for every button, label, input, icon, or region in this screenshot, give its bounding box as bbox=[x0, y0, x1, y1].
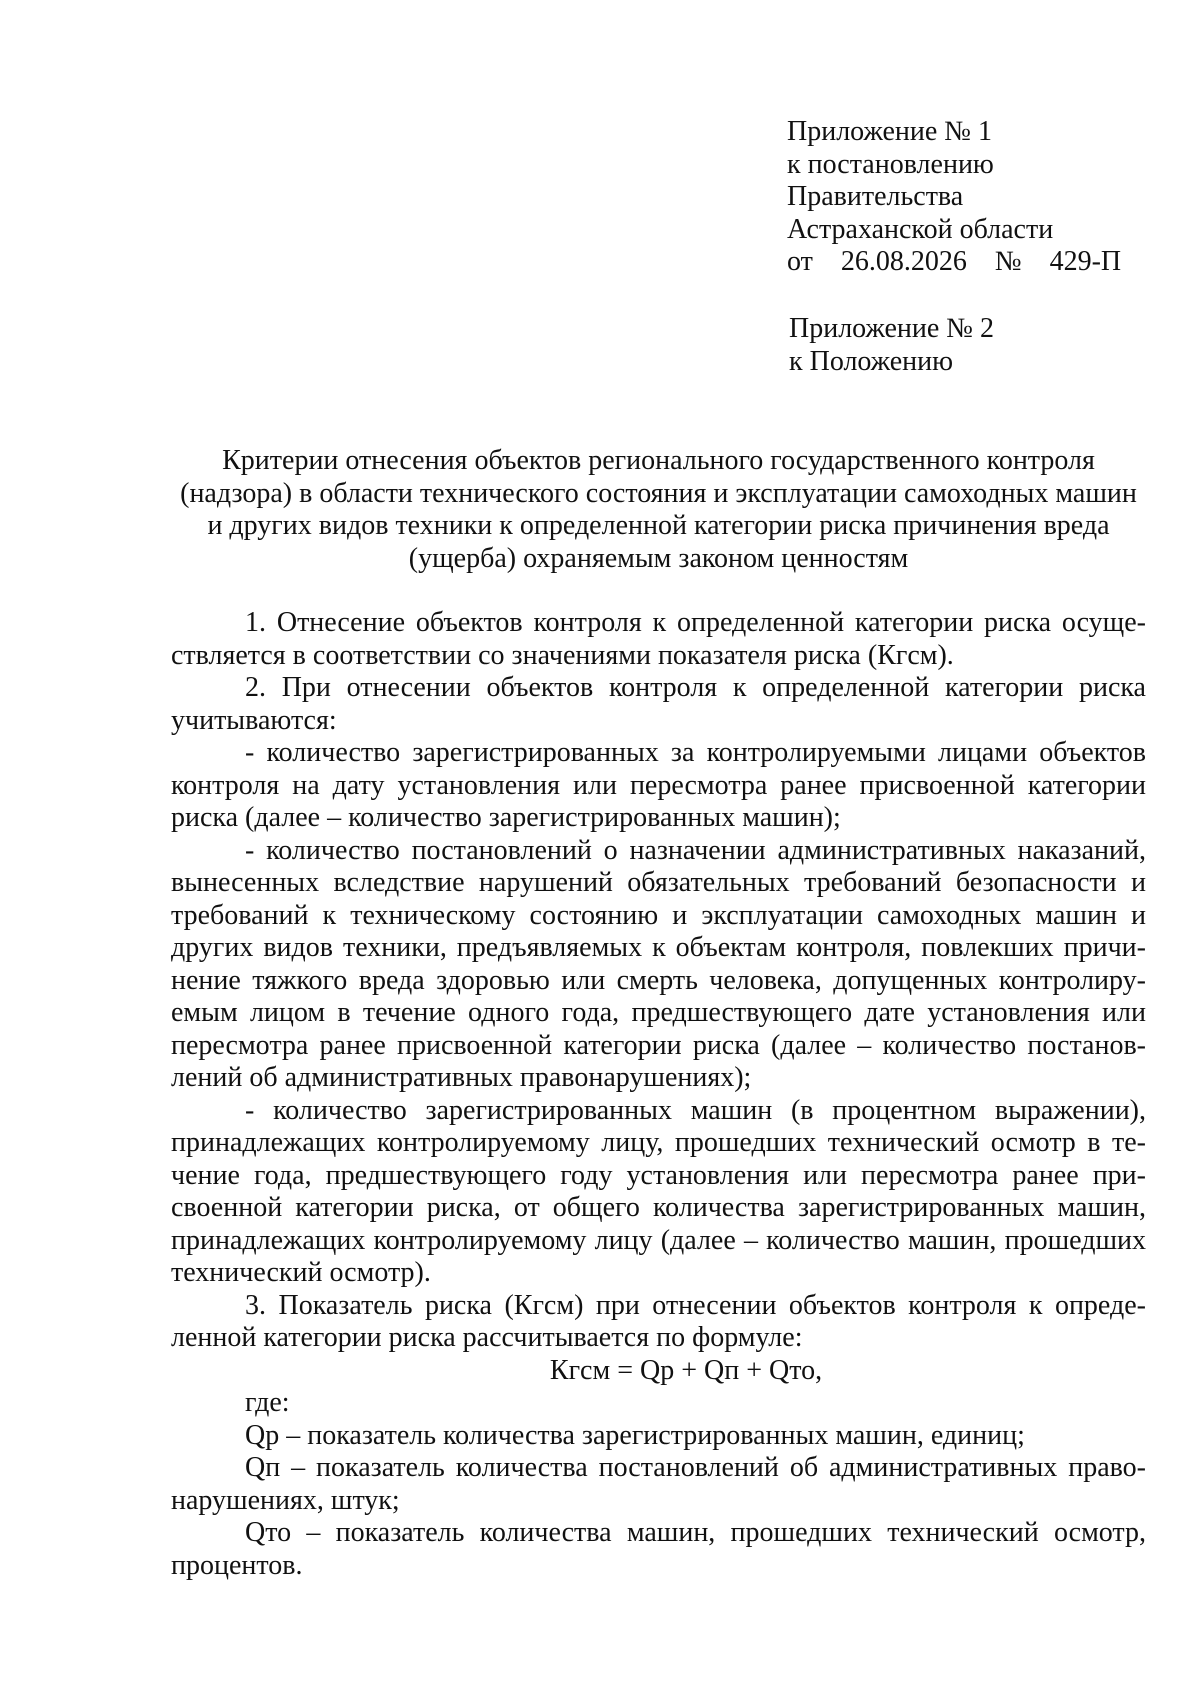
risk-formula: Кгсм = Qр + Qп + Qто, bbox=[549, 1354, 823, 1386]
list-item-registered-machines: - количество зарегистрированных за контролируемыми лицами объектов контроля на дату установления или пересмотра ранее присвоенной категории риска (далее – количество зарегистрированных машин); bbox=[171, 737, 1146, 833]
resolution-number: 429-П bbox=[1049, 246, 1122, 277]
resolution-date: 26.08.2026 bbox=[840, 246, 967, 277]
document-title bbox=[171, 445, 1146, 575]
paragraph-3: 3. Показатель риска (Кгсм) при отнесении объектов контроля к определенной категории риска рассчитывается по формуле: bbox=[171, 1289, 1146, 1353]
where-label: где: bbox=[245, 1387, 290, 1418]
from-label: от bbox=[787, 246, 813, 277]
title-line: Критерии отнесения объектов регионального государственного контроля bbox=[222, 445, 1095, 476]
appendix-1-line-4: Астраханской области bbox=[787, 213, 1054, 245]
appendix-2-line-2: к Положению bbox=[789, 345, 954, 377]
appendix-1-date-line bbox=[787, 246, 1167, 279]
appendix-2-header bbox=[789, 313, 1169, 378]
paragraph-2: 2. При отнесении объектов контроля к определенной категории риска учитываются: bbox=[171, 672, 1146, 736]
appendix-2-title: Приложение № 2 bbox=[789, 313, 994, 344]
title-line: (ущерба) охраняемым законом ценностям bbox=[408, 542, 909, 574]
list-item-inspected-machines: - количество зарегистрированных машин (в процентном выражении), принадлежащих контролируемому лицу, прошедших технический осмотр в течение года, предшествующего году установления или пересмотра ранее присвоенной категории риска, от общего количества зарегистрированных машин, принадлежащих контролируемому лицу (далее – количество машин, прошедших технический осмотр). bbox=[171, 1094, 1146, 1288]
title-line: и других видов техники к определенной категории риска причинения вреда bbox=[207, 510, 1110, 541]
definition-qr: Qр – показатель количества зарегистрированных машин, единиц; bbox=[245, 1419, 1025, 1451]
number-label: № bbox=[994, 246, 1022, 277]
appendix-1-line-3: Правительства bbox=[787, 181, 964, 212]
appendix-1-title: Приложение № 1 bbox=[787, 116, 992, 147]
appendix-1-header bbox=[787, 116, 1167, 279]
document-body bbox=[171, 607, 1146, 1582]
appendix-1-line-2: к постановлению bbox=[787, 148, 994, 180]
paragraph-1: 1. Отнесение объектов контроля к определенной категории риска осуществляется в соответствии со значениями показателя риска (Кгсм). bbox=[171, 607, 1146, 671]
title-line: (надзора) в области технического состояния и эксплуатации самоходных машин bbox=[180, 477, 1137, 509]
definition-qto: Qто – показатель количества машин, прошедших технический осмотр, процентов. bbox=[171, 1517, 1146, 1581]
list-item-resolutions: - количество постановлений о назначении административных наказаний, вынесенных вследствие нарушений обязательных требований безопасности и требований к техническому состоянию и эксплуатации самоходных машин и других видов техники, предъявляемых к объектам контроля, повлекших причинение тяжкого вреда здоровью или смерть человека, допущенных контролируемым лицом в течение одного года, предшествующего дате установления или пересмотра ранее присвоенной категории риска (далее – количество постановлений об административных правонарушениях); bbox=[171, 834, 1146, 1093]
definition-qp: Qп – показатель количества постановлений об административных правонарушениях, штук; bbox=[171, 1452, 1146, 1516]
